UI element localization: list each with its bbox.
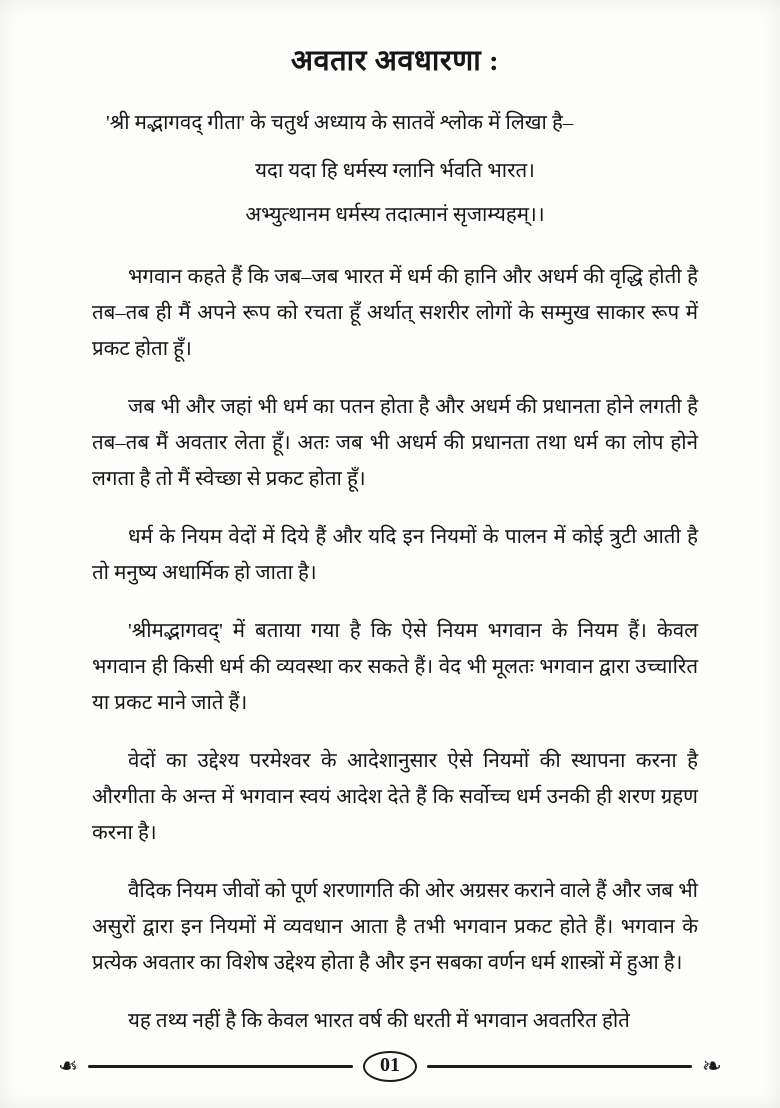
body-paragraph: धर्म के नियम वेदों में दिये हैं और यदि इन नियमों के पालन में कोई त्रुटी आती है तो मनुष्य अधार्मिक हो जाता है।: [92, 526, 698, 584]
footer-ornament-left-icon: ❧: [58, 1053, 79, 1080]
verse-line-2: अभ्युत्थानम धर्मस्य तदात्मानं सृजाम्यहम्।।: [245, 204, 545, 226]
verse-line-1: यदा यदा हि धर्मस्य ग्लानि र्भवति भारत।: [255, 160, 535, 182]
body-paragraph: वेदों का उद्देश्य परमेश्वर के आदेशानुसार ऐसे नियमों की स्थापना करना है औरगीता के अन्त में भगवान स्वयं आदेश देते हैं कि सर्वोच्च धर्म उनकी ही शरण ग्रहण करना है।: [92, 750, 698, 844]
footer-rule-left: [88, 1065, 353, 1068]
body-paragraph: भगवान कहते हैं कि जब–जब भारत में धर्म की हानि और अधर्म की वृद्धि होती है तब–तब ही मैं अपने रूप को रचता हूँ अर्थात् सशरीर लोगों के सम्मुख साकार रूप में प्रकट होता हूँ।: [92, 266, 698, 360]
body-paragraph: वैदिक नियम जीवों को पूर्ण शरणागति की ओर अग्रसर कराने वाले हैं और जब भी असुरों द्वारा इन नियमों में व्यवधान आता है तभी भगवान प्रकट होते हैं। भगवान के प्रत्येक अवतार का विशेष उद्देश्य होता है और इन सबका वर्णन धर्म शास्त्रों में हुआ है।: [92, 880, 698, 974]
page-number: 01: [380, 1054, 400, 1076]
body-paragraph: यह तथ्य नहीं है कि केवल भारत वर्ष की धरती में भगवान अवतरित होते: [128, 1010, 630, 1032]
verse-block: [92, 149, 698, 237]
intro-paragraph: 'श्री मद्भागवद् गीता' के चतुर्थ अध्याय के सातवें श्लोक में लिखा है–: [106, 112, 574, 134]
footer-ornament-right-icon: ❧: [701, 1053, 722, 1080]
body-paragraph: जब भी और जहां भी धर्म का पतन होता है और अधर्म की प्रधानता होने लगती है तब–तब मैं अवतार लेता हूँ। अतः जब भी अधर्म की प्रधानता तथा धर्म का लोप होने लगता है तो मैं स्वेच्छा से प्रकट होता हूँ।: [92, 396, 698, 490]
body-paragraph: 'श्रीमद्भागवद्' में बताया गया है कि ऐसे नियम भगवान के नियम हैं। केवल भगवान ही किसी धर्म की व्यवस्था कर सकते हैं। वेद भी मूलतः भगवान द्वारा उच्चारित या प्रकट माने जाते हैं।: [92, 620, 698, 714]
footer-rule-right: [427, 1065, 692, 1068]
page-title: अवतार अवधारणा :: [290, 45, 500, 77]
page-footer: [58, 1051, 722, 1082]
page-number-badge: [363, 1051, 417, 1082]
